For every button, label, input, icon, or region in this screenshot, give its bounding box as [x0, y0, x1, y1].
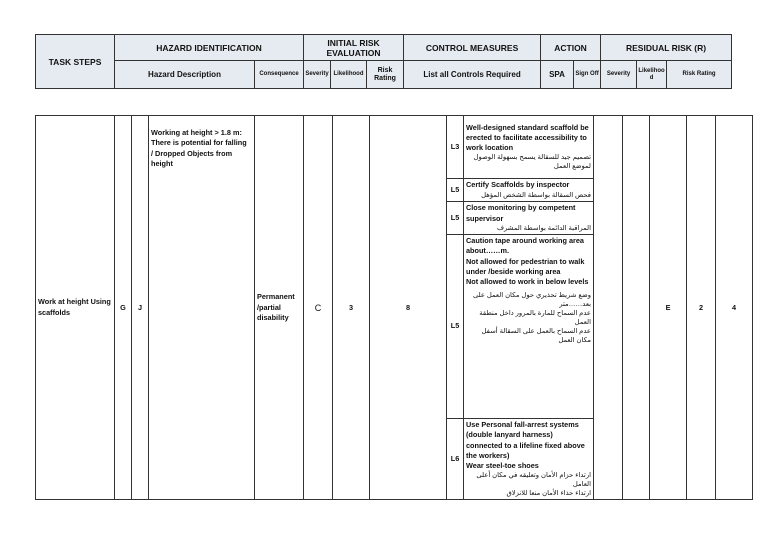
severity-cell: C: [304, 116, 333, 500]
residual-likelihood-cell: 2: [687, 116, 716, 500]
control-level: L5: [447, 179, 464, 202]
severity-header: Severity: [304, 61, 331, 89]
residual-severity-header: Severity: [601, 61, 637, 89]
residual-risk-rating-header: Risk Rating: [667, 61, 732, 89]
residual-risk-cell: 4: [716, 116, 753, 500]
control-text-en: Certify Scaffolds by inspector: [466, 180, 570, 190]
likelihood-cell: 3: [333, 116, 370, 500]
residual-likelihood-header: Likelihood: [637, 61, 667, 89]
likelihood-header: Likelihood: [331, 61, 367, 89]
hazard-description-header: Hazard Description: [115, 61, 255, 89]
control-level: L6: [447, 419, 464, 500]
control-text-en: Caution tape around working area about……m. Not allowed for pedestrian to walk under /beside working area Not allowed to work in below levels: [466, 236, 589, 287]
control-text-en: Well-designed standard scaffold be erected to facilitate accessibility to work location: [466, 122, 589, 153]
code-j-cell: J: [132, 116, 149, 500]
risk-rating-cell: 8: [370, 116, 447, 500]
header-table: [35, 34, 732, 89]
risk-table: [35, 115, 753, 500]
control-text-en: Close monitoring by competent supervisor: [466, 203, 576, 223]
code-g-cell: G: [115, 116, 132, 500]
control-measures-header: CONTROL MEASURES: [404, 35, 541, 61]
spa-cell: [594, 116, 623, 500]
control-measure: [464, 419, 594, 500]
control-text-ar: المراقبة الدائمة بواسطة المشرف: [497, 224, 591, 232]
hazard-description-cell: Working at height > 1.8 m: There is potential for falling / Dropped Objects from height: [149, 116, 255, 500]
sign-off-header: Sign Off: [574, 61, 601, 89]
control-measure: [464, 202, 594, 235]
control-level: L3: [447, 116, 464, 179]
action-header: ACTION: [541, 35, 601, 61]
control-text-ar: فحص السقالة بواسطة الشخص المؤهل: [481, 191, 591, 199]
control-measure: [464, 116, 594, 179]
risk-rating-header: Risk Rating: [367, 61, 404, 89]
control-measure: [464, 235, 594, 419]
control-level: L5: [447, 235, 464, 419]
sign-off-cell: [623, 116, 650, 500]
consequence-cell: Permanent /partial disability: [255, 116, 304, 500]
spa-header: SPA: [541, 61, 574, 89]
control-text-ar: تصميم جيد للسقالة يسمح بسهولة الوصول لموضع العمل: [473, 154, 591, 171]
consequence-header: Consequence: [255, 61, 304, 89]
initial-risk-header: INITIAL RISK EVALUATION: [304, 35, 404, 61]
residual-risk-header: RESIDUAL RISK (R): [601, 35, 732, 61]
residual-severity-cell: E: [650, 116, 687, 500]
control-text-ar: وضع شريط تحذيري حول مكان العمل على بعد……متر عدم السماح للمارة بالمرور داخل منطقة العمل عدم السماح بالعمل على السقالة أسفل مكان العمل: [473, 292, 591, 345]
hazard-identification-header: HAZARD IDENTIFICATION: [115, 35, 304, 61]
task-steps-header: TASK STEPS: [36, 35, 115, 89]
control-level: L5: [447, 202, 464, 235]
list-controls-header: List all Controls Required: [404, 61, 541, 89]
control-text-en: Use Personal fall-arrest systems (double lanyard harness) connected to a lifeline fixed above the workers) Wear steel-toe shoes: [466, 420, 585, 471]
control-text-ar: ارتداء حزام الأمان وتعليقه في مكان أعلى العامل ارتداء حذاء الأمان منعا للانزلاق: [476, 472, 591, 498]
control-measure: [464, 179, 594, 202]
task-cell: Work at height Using scaffolds: [36, 116, 115, 500]
